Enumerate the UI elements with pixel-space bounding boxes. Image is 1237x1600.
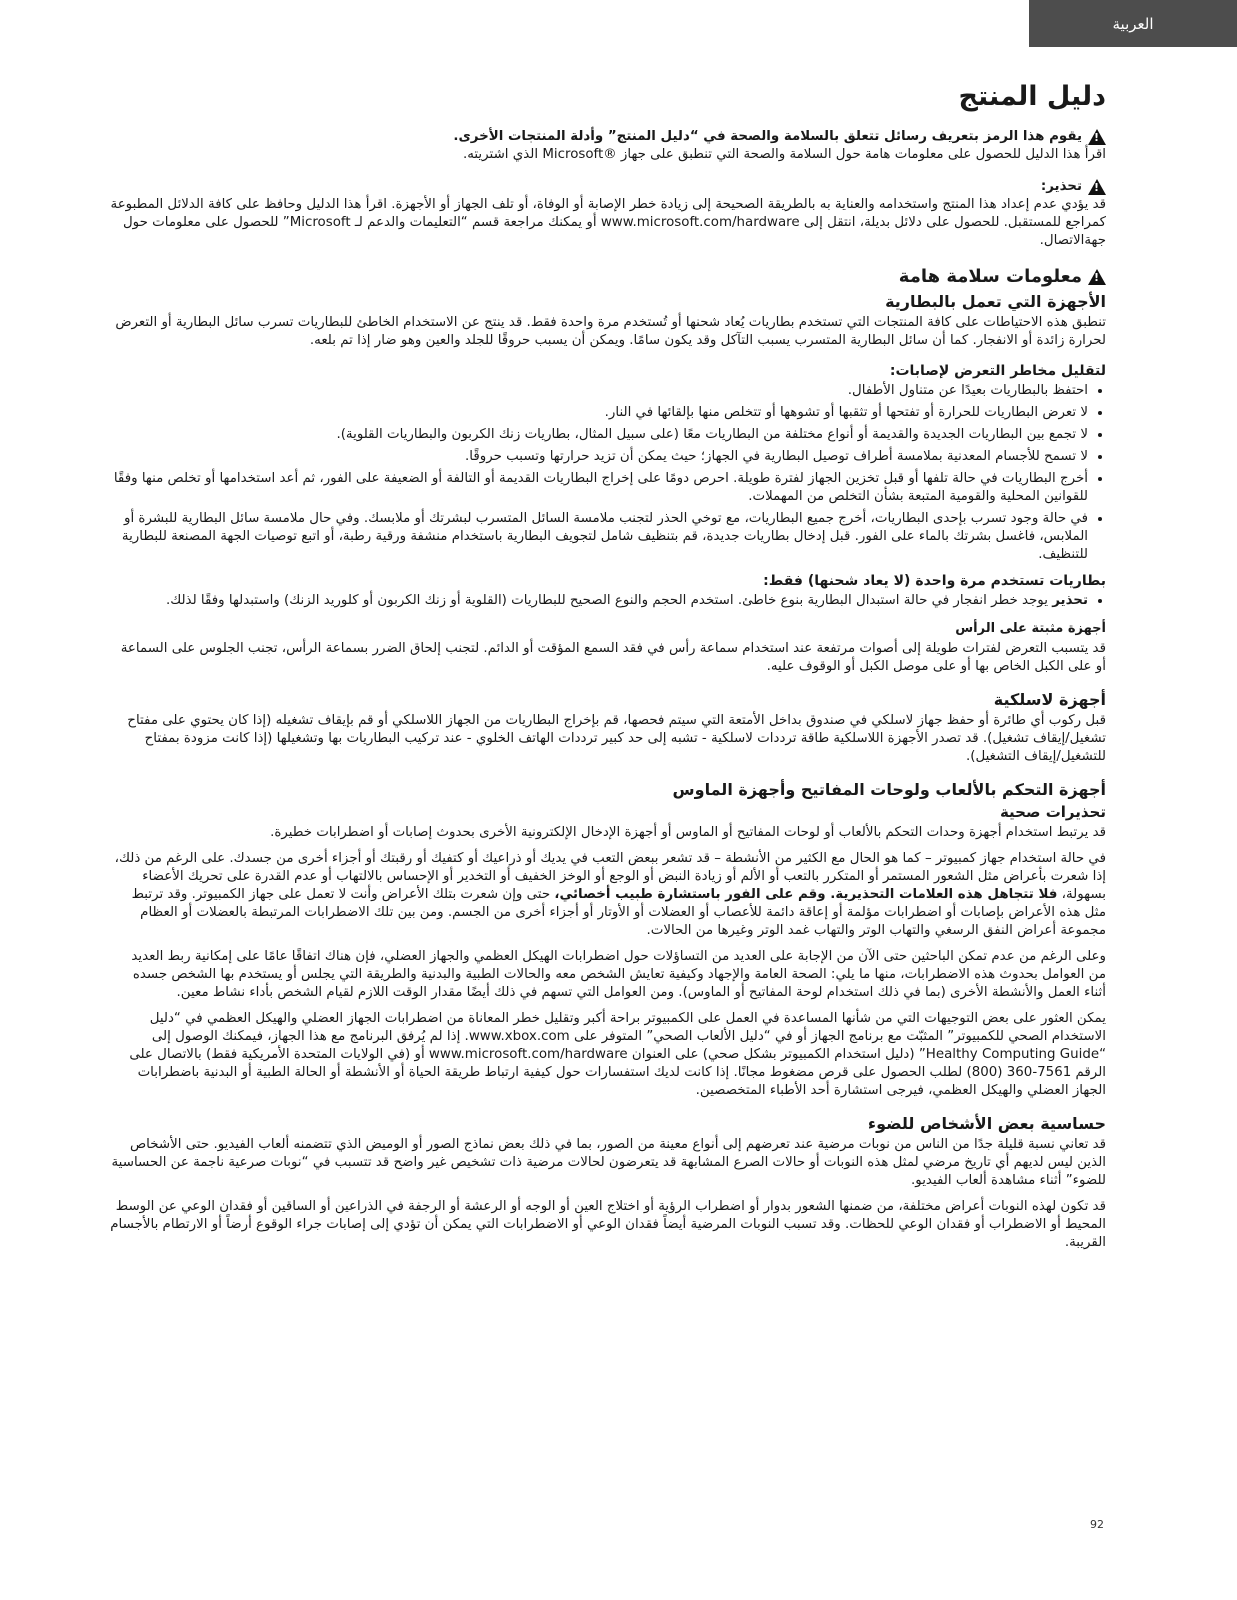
list-item: • لا تسمح للأجسام المعدنية بملامسة أطراف توصيل البطارية في الجهاز؛ حيث يمكن أن تزيد حرارتها وتسبب حروقًا. <box>110 448 1088 466</box>
warning-triangle-icon <box>1088 179 1106 195</box>
battery-text: تنطبق هذه الاحتياطات على كافة المنتجات التي تستخدم بطاريات يُعاد شحنها أو تُستخدم مرة واحدة فقط. قد ينتج عن الاستخدام الخاطئ للبطاريات تسرب سائل البطارية أو التعرض لحرارة زائدة أو الانفجار. كما أن سائل البطارية المتسرب يسبب التآكل وقد يكون سامًا. ويمكن أن يسبب حروقًا للجلد والعين وهو ضار إذا تم بلعه. <box>115 315 1106 348</box>
photosensitive-p1: قد تعاني نسبة قليلة جدًا من الناس من نوبات مرضية عند تعرضهم إلى أنواع معينة من الصور، بما في ذلك بعض نماذج الصور أو الوميض الذي تتضمنه ألعاب الفيديو. حتى الأشخاص الذين ليس لديهم أي تاريخ مرضي لمثل هذه النوبات أو حالات الصرع المشابهة قد يتعرضون لحالات مرضية ذات تشخيص غير واضح قد تتسبب في “نوبات صرعية ناجمة عن الحساسية للضوء” أثناء مشاهدة ألعاب الفيديو. <box>111 1137 1106 1188</box>
health-p2: في حالة استخدام جهاز كمبيوتر – كما هو الحال مع الكثير من الأنشطة – قد تشعر ببعض التعب في يديك أو ذراعيك أو كتفيك أو رقبتك أو أجزاء أخرى من جسدك. على الرغم من ذلك، إذا شعرت بأعراض مثل الشعور المستمر أو المتكرر بالتعب أو الألم أو زيادة النبض أو الوجع أو الوخز الخفيف أو التخدير أو الإحساس بالالتهاب أو عدم القدرة على تحريك الأعضاء بسهولة، فلا تتجاهل هذه العلامات التحذيرية. وقم على الفور باستشارة طبيب أخصائي، حتى وإن شعرت بتلك الأعراض وأنت لا تعمل على جهاز الكمبيوتر. وقد ترتبط مثل هذه الأعراض بإصابات أو اضطرابات مؤلمة أو إعاقة دائمة للأعصاب أو العضلات أو الأوتار أو أجزاء أخرى من الجسم. ومن بين تلك الاضطرابات المرتبطة بالعضلات أو العظام مجموعة أعراض النفق الرسغي والتهاب الوتر والتهاب غمد الوتر وغيرها من الحالات. <box>114 851 1106 938</box>
symbol-note: ! يقوم هذا الرمز بتعريف رسائل تتعلق بالسلامة والصحة في “دليل المنتج” وأدلة المنتجات الأخرى. <box>110 128 1106 146</box>
input-devices-heading: أجهزة التحكم بالألعاب ولوحات المفاتيح وأجهزة الماوس <box>672 780 1106 799</box>
wireless-text: قبل ركوب أي طائرة أو حفظ جهاز لاسلكي في صندوق بداخل الأمتعة التي سيتم فحصها، قم بإخراج البطاريات من الجهاز اللاسلكي أو قم بإيقاف تشغيله (إذا كان يحتوي على مفتاح تشغيل/إيقاف تشغيل). قد تصدر الأجهزة اللاسلكية طاقة ترددات لاسلكية - تشبه إلى حد كبير ترددات الهاتف الخلوي - عند تركيب البطاريات بها وتشغيلها (إذا كانت مزودة بمفتاح للتشغيل/إيقاف التشغيل). <box>127 713 1106 764</box>
page-number: 92 <box>1090 1518 1104 1531</box>
list-item: • تحذير يوجد خطر انفجار في حالة استبدال البطارية بنوع خاطئ. استخدم الحجم والنوع الصحيح للبطاريات (القلوية أو زنك الكربون أو كلوريد الزنك) واستبدلها وفقًا لذلك. <box>110 592 1088 610</box>
risk-list <box>110 382 1106 564</box>
document-body <box>110 80 1106 1260</box>
warning-label: ! تحذير: <box>110 178 1106 196</box>
warning-triangle-icon <box>1088 269 1106 285</box>
warning-text: قد يؤدي عدم إعداد هذا المنتج واستخدامه والعناية به بالطريقة الصحيحة إلى زيادة خطر الإصابة أو الوفاة، أو تلف الجهاز أو الأجهزة. اقرأ هذا الدليل وحافظ على كافة الدلائل المطبوعة كمراجع للمستقبل. للحصول على دلائل بديلة، انتقل إلى www.microsoft.com/hardware أو يمكنك مراجعة قسم “التعليمات والدعم لـ Microsoft” للحصول على معلومات حول جهةالاتصال. <box>110 197 1106 248</box>
wireless-heading: أجهزة لاسلكية <box>993 690 1106 709</box>
headset-text: قد يتسبب التعرض لفترات طويلة إلى أصوات مرتفعة عند استخدام سماعة رأس في فقد السمع المؤقت أو الدائم. لتجنب إلحاق الضرر بسماعة الرأس، تجنب الجلوس على السماعة أو على الكبل الخاص بها أو على موصل الكبل أو الوقوف عليه. <box>120 641 1106 674</box>
health-p4: يمكن العثور على بعض التوجيهات التي من شأنها المساعدة في العمل على الكمبيوتر براحة أكبر وتقليل خطر المعاناة من اضطرابات الجهاز العضلي والهيكل العظمي في “دليل الاستخدام الصحي للكمبيوتر” المثبّت مع برنامج الجهاز أو في “دليل الألعاب الصحي” المتوفر على www.xbox.com. إذا لم يُرفق البرنامج مع هذا الجهاز، فيمكنك الوصول إلى “Healthy Computing Guide” (دليل استخدام الكمبيوتر بشكل صحي) على العنوان www.microsoft.com/hardware أو (في الولايات المتحدة الأمريكية فقط) بالاتصال على الرقم 7561-360 (800) لطلب الحصول على قرص مضغوط مجانًا. إذا كانت لديك استفسارات حول كيفية ارتباط طريقة الحياة أو الأنشطة أو الحالة الطبية أو البدنية باضطرابات الجهاز العضلي والهيكل العظمي، فيرجى استشارة أحد الأطباء المتخصصين. <box>129 1011 1106 1098</box>
list-item: • في حالة وجود تسرب بإحدى البطاريات، أخرج جميع البطاريات، مع توخي الحذر لتجنب ملامسة السائل المتسرب لبشرتك أو ملابسك. وفي حال ملامسة سائل البطارية للبشرة أو الملابس، فاغسل بشرتك بالماء على الفور. قبل إدخال بطاريات جديدة، قم بتنظيف شامل لتجويف البطارية باستخدام منشفة ورقية رطبة، أو اتبع توصيات الجهة المصنعة للبطارية للتنظيف. <box>110 510 1088 564</box>
page-title: دليل المنتج <box>958 81 1106 112</box>
list-item: • لا تعرض البطاريات للحرارة أو تفتحها أو تثقبها أو تشوهها أو تتخلص منها بإلقائها في النار. <box>110 404 1088 422</box>
single-use-warning-label: تحذير <box>1052 593 1088 608</box>
health-p3: وعلى الرغم من عدم تمكن الباحثين حتى الآن من الإجابة على العديد من التساؤلات حول اضطرابات الهيكل العظمي والجهاز العضلي، فإن هناك اتفاقًا عامًا على إمكانية ربط العديد من العوامل بحدوث هذه الاضطرابات، منها ما يلي: الصحة العامة والإجهاد وكيفية تعايش الشخص معه والحالات الطبية والبدنية والطريقة التي يجلس أو يستخدم بها الشخص جسده أثناء العمل والأنشطة الأخرى (بما في ذلك استخدام لوحة المفاتيح أو الماوس). ومن العوامل التي تسهم في ذلك أيضًا مقدار الوقت اللازم لقيام الشخص بأداء نشاط معين. <box>131 949 1106 1000</box>
health-warnings-heading: تحذيرات صحية <box>999 803 1106 821</box>
list-item: • لا تجمع بين البطاريات الجديدة والقديمة أو أنواع مختلفة من البطاريات معًا (على سبيل المثال، بطاريات زنك الكربون والبطاريات القلوية). <box>110 426 1088 444</box>
safety-heading: ! معلومات سلامة هامة <box>110 266 1106 288</box>
read-note: اقرأ هذا الدليل للحصول على معلومات هامة حول السلامة والصحة التي تنطبق على جهاز ®Microsoft الذي اشتريته. <box>462 147 1106 162</box>
warning-triangle-icon <box>1088 129 1106 145</box>
single-use-heading: بطاريات تستخدم مرة واحدة (لا يعاد شحنها) فقط: <box>763 573 1106 589</box>
list-item: • أخرج البطاريات في حالة تلفها أو قبل تخزين الجهاز لفترة طويلة. احرص دومًا على إخراج البطاريات القديمة أو التالفة أو الضعيفة على الفور، ثم أعد استخدامها أو تخلص منها وفقًا للقوانين المحلية والقومية المتبعة بشأن التخلص من المهملات. <box>110 470 1088 506</box>
risk-heading: لتقليل مخاطر التعرض لإصابات: <box>889 363 1106 379</box>
battery-heading: الأجهزة التي تعمل بالبطارية <box>885 292 1106 311</box>
headset-heading: أجهزة مثبتة على الرأس <box>955 621 1106 636</box>
photosensitive-p2: قد تكون لهذه النوبات أعراض مختلفة، من ضمنها الشعور بدوار أو اضطراب الرؤية أو اختلاج العين أو الوجه أو الرعشة أو الرجفة في الذراعين أو الساقين أو فقدان الوعي عن الوسط المحيط أو الاضطراب أو فقدان الوعي للحظات. وقد تسبب النوبات المرضية أيضاً فقدان الوعي أو الاضطرابات التي يمكن أن تؤدي إلى إصابات جراء الوقوع أرضاً أو الارتطام بالأجسام القريبة. <box>110 1199 1106 1250</box>
single-use-list <box>110 592 1106 610</box>
health-p1: قد يرتبط استخدام أجهزة وحدات التحكم بالألعاب أو لوحات المفاتيح أو الماوس أو أجهزة الإدخال الإلكترونية الأخرى بحدوث إصابات أو اضطرابات خطيرة. <box>270 825 1106 840</box>
photosensitive-heading: حساسية بعض الأشخاص للضوء <box>867 1114 1106 1133</box>
list-item: • احتفظ بالبطاريات بعيدًا عن متناول الأطفال. <box>110 382 1088 400</box>
language-tab: العربية <box>1029 0 1237 47</box>
